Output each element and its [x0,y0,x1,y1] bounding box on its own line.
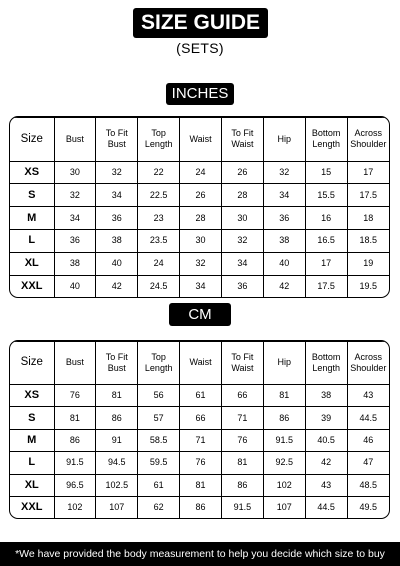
measurement-cell: 24 [138,252,180,275]
measurement-cell: 38 [54,252,96,275]
column-header: Waist [180,342,222,385]
measurement-cell: 15 [305,161,347,184]
column-header: To Fit Bust [96,118,138,162]
measurement-cell: 76 [54,384,96,406]
column-header: Bust [54,118,96,162]
measurement-cell: 86 [96,407,138,429]
measurement-cell: 39 [305,407,347,429]
column-header: Top Length [138,118,180,162]
measurement-cell: 91.5 [263,429,305,451]
column-header: Size [10,342,54,385]
measurement-cell: 34 [222,252,264,275]
measurement-cell: 23.5 [138,230,180,253]
measurement-cell: 43 [305,474,347,496]
cm-table [10,341,389,518]
measurement-cell: 17 [305,252,347,275]
size-label: M [10,207,54,230]
measurement-cell: 26 [222,161,264,184]
column-header: Size [10,118,54,162]
measurement-cell: 30 [222,207,264,230]
measurement-cell: 34 [180,275,222,297]
size-label: L [10,452,54,474]
measurement-cell: 32 [54,184,96,207]
measurement-cell: 96.5 [54,474,96,496]
size-label: XS [10,161,54,184]
measurement-cell: 42 [263,275,305,297]
table-row [10,252,389,275]
size-label: XS [10,384,54,406]
measurement-cell: 81 [96,384,138,406]
inches-size-table [9,116,390,298]
measurement-cell: 19.5 [347,275,389,297]
measurement-cell: 66 [180,407,222,429]
column-header: To Fit Waist [222,342,264,385]
measurement-cell: 102 [54,496,96,518]
measurement-cell: 56 [138,384,180,406]
table-row [10,275,389,297]
measurement-cell: 81 [263,384,305,406]
measurement-cell: 62 [138,496,180,518]
table-row [10,496,389,518]
page-subtitle: (SETS) [176,40,224,56]
table-row [10,474,389,496]
table-row [10,452,389,474]
cm-size-table [9,340,390,519]
measurement-cell: 43 [347,384,389,406]
table-row [10,407,389,429]
page-title: SIZE GUIDE [133,8,268,38]
measurement-cell: 86 [222,474,264,496]
measurement-cell: 34 [96,184,138,207]
measurement-cell: 81 [180,474,222,496]
size-label: XXL [10,275,54,297]
measurement-cell: 76 [180,452,222,474]
measurement-cell: 36 [222,275,264,297]
inches-table [10,117,389,297]
measurement-cell: 92.5 [263,452,305,474]
measurement-cell: 40 [96,252,138,275]
footer-note: *We have provided the body measurement to help you decide which size to buy [0,542,400,566]
measurement-cell: 107 [263,496,305,518]
measurement-cell: 19 [347,252,389,275]
measurement-cell: 61 [138,474,180,496]
measurement-cell: 42 [96,275,138,297]
measurement-cell: 58.5 [138,429,180,451]
table-row [10,429,389,451]
column-header: Hip [263,118,305,162]
measurement-cell: 24 [180,161,222,184]
measurement-cell: 16 [305,207,347,230]
measurement-cell: 38 [263,230,305,253]
measurement-cell: 40.5 [305,429,347,451]
measurement-cell: 86 [54,429,96,451]
inches-section-label: INCHES [166,83,234,105]
measurement-cell: 66 [222,384,264,406]
measurement-cell: 61 [180,384,222,406]
measurement-cell: 28 [222,184,264,207]
measurement-cell: 107 [96,496,138,518]
measurement-cell: 22.5 [138,184,180,207]
measurement-cell: 34 [54,207,96,230]
measurement-cell: 47 [347,452,389,474]
size-label: XL [10,474,54,496]
column-header: Across Shoulder [347,342,389,385]
measurement-cell: 81 [54,407,96,429]
table-row [10,384,389,406]
measurement-cell: 44.5 [305,496,347,518]
measurement-cell: 91.5 [222,496,264,518]
measurement-cell: 34 [263,184,305,207]
measurement-cell: 36 [54,230,96,253]
measurement-cell: 18 [347,207,389,230]
cm-section-label: CM [169,303,231,326]
table-row [10,184,389,207]
measurement-cell: 42 [305,452,347,474]
measurement-cell: 57 [138,407,180,429]
column-header: Across Shoulder [347,118,389,162]
measurement-cell: 17 [347,161,389,184]
measurement-cell: 86 [180,496,222,518]
measurement-cell: 17.5 [305,275,347,297]
size-label: XXL [10,496,54,518]
measurement-cell: 40 [54,275,96,297]
table-header-row [10,342,389,385]
measurement-cell: 24.5 [138,275,180,297]
measurement-cell: 102 [263,474,305,496]
column-header: Bottom Length [305,118,347,162]
measurement-cell: 28 [180,207,222,230]
measurement-cell: 81 [222,452,264,474]
measurement-cell: 91.5 [54,452,96,474]
measurement-cell: 49.5 [347,496,389,518]
size-label: S [10,407,54,429]
size-label: M [10,429,54,451]
size-label: L [10,230,54,253]
measurement-cell: 18.5 [347,230,389,253]
measurement-cell: 30 [54,161,96,184]
measurement-cell: 22 [138,161,180,184]
measurement-cell: 76 [222,429,264,451]
measurement-cell: 30 [180,230,222,253]
measurement-cell: 38 [305,384,347,406]
measurement-cell: 32 [180,252,222,275]
measurement-cell: 38 [96,230,138,253]
measurement-cell: 32 [96,161,138,184]
column-header: Bust [54,342,96,385]
table-row [10,230,389,253]
table-row [10,161,389,184]
column-header: Hip [263,342,305,385]
measurement-cell: 32 [263,161,305,184]
measurement-cell: 16.5 [305,230,347,253]
measurement-cell: 91 [96,429,138,451]
measurement-cell: 59.5 [138,452,180,474]
measurement-cell: 86 [263,407,305,429]
size-label: XL [10,252,54,275]
column-header: To Fit Bust [96,342,138,385]
measurement-cell: 26 [180,184,222,207]
measurement-cell: 48.5 [347,474,389,496]
measurement-cell: 36 [263,207,305,230]
measurement-cell: 71 [222,407,264,429]
column-header: Waist [180,118,222,162]
measurement-cell: 40 [263,252,305,275]
table-header-row [10,118,389,162]
column-header: To Fit Waist [222,118,264,162]
table-row [10,207,389,230]
size-label: S [10,184,54,207]
measurement-cell: 15.5 [305,184,347,207]
measurement-cell: 46 [347,429,389,451]
column-header: Top Length [138,342,180,385]
measurement-cell: 94.5 [96,452,138,474]
measurement-cell: 17.5 [347,184,389,207]
measurement-cell: 71 [180,429,222,451]
measurement-cell: 44.5 [347,407,389,429]
measurement-cell: 36 [96,207,138,230]
measurement-cell: 32 [222,230,264,253]
column-header: Bottom Length [305,342,347,385]
measurement-cell: 23 [138,207,180,230]
measurement-cell: 102.5 [96,474,138,496]
